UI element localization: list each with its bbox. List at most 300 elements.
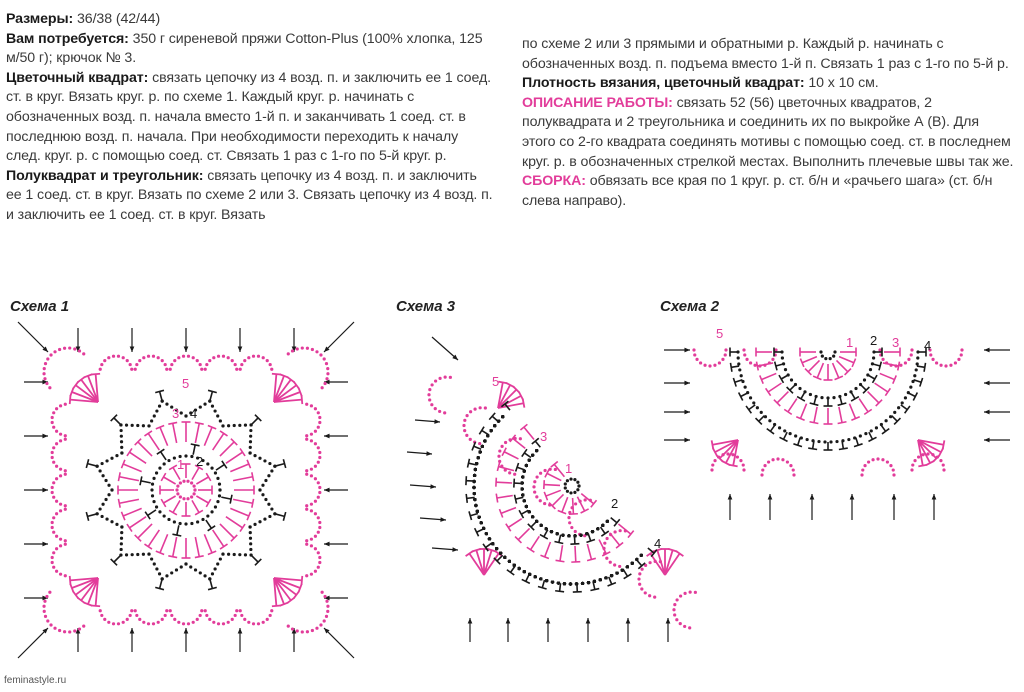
chain-stitch (199, 571, 202, 574)
chain-stitch (142, 553, 145, 556)
chain-stitch (688, 626, 691, 629)
chain-stitch (214, 471, 217, 474)
chain-stitch (689, 590, 692, 593)
chain-stitch (142, 424, 145, 427)
half-square-label: Полуквадрат и треугольник: (6, 167, 204, 184)
chain-stitch (821, 355, 824, 358)
stitch-post (800, 404, 806, 419)
stitch-post (160, 427, 168, 445)
chain-stitch (782, 362, 785, 365)
chain-stitch (301, 630, 304, 633)
chain-stitch (249, 440, 252, 443)
stitch-post (204, 427, 212, 445)
stitch-post (173, 537, 177, 557)
chain-stitch (829, 357, 832, 360)
chain-stitch (59, 573, 62, 576)
chain-stitch (42, 372, 45, 375)
chain-stitch (227, 553, 230, 556)
stitch-post (501, 508, 516, 514)
chain-stitch (317, 566, 320, 569)
chain-stitch (64, 539, 67, 542)
chain-stitch (208, 577, 211, 580)
chain-stitch (654, 560, 657, 563)
chain-stitch (239, 609, 242, 612)
scheme1-round-3: 3 (172, 406, 180, 421)
chain-stitch (184, 454, 187, 457)
chain-stitch (593, 580, 596, 583)
chain-stitch (314, 535, 317, 538)
chain-stitch (296, 629, 299, 632)
chain-stitch (841, 439, 844, 442)
chain-stitch (438, 410, 441, 413)
stitch-post (206, 520, 212, 528)
chain-stitch (749, 396, 752, 399)
chain-stitch (210, 467, 213, 470)
chain-stitch (579, 534, 582, 537)
materials-label: Вам потребуется: (6, 30, 129, 47)
stitch-post (233, 499, 253, 503)
chain-stitch (142, 621, 145, 624)
chain-stitch (573, 491, 576, 494)
chain-stitch (695, 358, 698, 361)
chain-stitch (764, 415, 767, 418)
chain-stitch (64, 434, 67, 437)
chain-stitch (59, 503, 62, 506)
stitch-post (849, 404, 855, 419)
stitch-bar (784, 409, 791, 414)
chain-stitch (528, 459, 531, 462)
chain-stitch (150, 488, 153, 491)
chain-stitch (273, 465, 276, 468)
chain-stitch (129, 614, 132, 617)
chain-stitch (51, 556, 54, 559)
stitch-post (798, 438, 800, 446)
chain-stitch (58, 348, 61, 351)
stitch-post (901, 405, 907, 410)
chain-stitch (892, 468, 895, 471)
scheme1-title: Схема 1 (10, 298, 70, 315)
stitch-post (474, 446, 481, 449)
stitch-post (513, 438, 525, 448)
stitch-post (560, 583, 561, 591)
stitch-post (482, 430, 489, 434)
chain-stitch (306, 347, 309, 350)
chain-stitch (673, 613, 676, 616)
sizes-label: Размеры: (6, 11, 74, 27)
chain-stitch (528, 573, 531, 576)
chain-stitch (792, 473, 795, 476)
chain-stitch (742, 348, 745, 351)
chain-stitch (203, 403, 206, 406)
chain-stitch (610, 574, 613, 577)
chain-stitch (564, 482, 567, 485)
chain-stitch (59, 468, 62, 471)
chain-stitch (317, 516, 320, 519)
stitch-post (129, 517, 146, 528)
chain-stitch (724, 353, 727, 356)
chain-stitch (936, 455, 939, 458)
chain-stitch (465, 434, 468, 437)
chain-stitch (463, 429, 466, 432)
chain-stitch (867, 460, 870, 463)
chain-stitch (581, 582, 584, 585)
chain-stitch (917, 455, 920, 458)
chain-stitch (59, 404, 62, 407)
chain-stitch (789, 464, 792, 467)
chain-stitch (591, 530, 594, 533)
chain-stitch (491, 542, 494, 545)
chain-stitch (51, 521, 54, 524)
chain-stitch (683, 625, 686, 628)
chain-stitch (165, 609, 168, 612)
stitch-post (531, 536, 540, 549)
chain-stitch (306, 630, 309, 633)
stitch-post (196, 477, 208, 484)
chain-stitch (960, 348, 963, 351)
chain-stitch (152, 622, 155, 625)
chain-stitch (575, 582, 578, 585)
chain-stitch (847, 438, 850, 441)
stitch-post (665, 550, 673, 575)
chain-stitch (314, 477, 317, 480)
chain-stitch (291, 627, 294, 630)
chain-stitch (889, 415, 892, 418)
chain-stitch (315, 350, 318, 353)
chain-stitch (52, 566, 55, 569)
chain-stitch (196, 520, 199, 523)
scheme3-title: Схема 3 (396, 298, 456, 315)
chain-stitch (789, 432, 792, 435)
chain-stitch (519, 437, 522, 440)
chain-stitch (318, 421, 321, 424)
chain-stitch (222, 355, 225, 358)
chain-stitch (115, 454, 118, 457)
chain-stitch (921, 453, 924, 456)
chain-stitch (638, 572, 641, 575)
chain-stitch (257, 622, 260, 625)
chain-stitch (73, 629, 76, 632)
chain-stitch (177, 621, 180, 624)
chain-stitch (120, 435, 123, 438)
chain-stitch (483, 439, 486, 442)
stitch-post (735, 380, 743, 382)
chain-stitch (243, 359, 246, 362)
chain-stitch (574, 530, 577, 533)
chain-stitch (911, 463, 914, 466)
chain-stitch (829, 440, 832, 443)
chain-stitch (672, 608, 675, 611)
chain-stitch (323, 382, 326, 385)
chain-stitch (434, 379, 437, 382)
stitch-post (618, 524, 630, 534)
chain-stitch (648, 594, 651, 597)
chain-stitch (939, 364, 942, 367)
chain-stitch (52, 496, 55, 499)
chain-stitch (205, 614, 208, 617)
stitch-bar (240, 524, 245, 531)
chain-stitch (564, 486, 567, 489)
stitch-post (496, 482, 512, 483)
chain-stitch (266, 618, 269, 621)
stitch-post (547, 473, 561, 480)
chain-stitch (190, 455, 193, 458)
chain-stitch (849, 390, 852, 393)
chain-stitch (444, 375, 447, 378)
join-arrow (18, 322, 48, 352)
chain-stitch (120, 446, 123, 449)
chain-stitch (864, 432, 867, 435)
stitch-post (665, 554, 680, 575)
chain-stitch (462, 424, 465, 427)
chain-stitch (100, 363, 103, 366)
chain-stitch (493, 424, 496, 427)
chain-stitch (803, 390, 806, 393)
scheme1-round-1: 1 (177, 457, 185, 472)
chain-stitch (169, 368, 172, 371)
chain-stitch (954, 361, 957, 364)
chain-stitch (711, 463, 714, 466)
chain-stitch (310, 573, 313, 576)
chain-stitch (45, 382, 48, 385)
chain-stitch (200, 368, 203, 371)
chain-stitch (326, 610, 329, 613)
chain-stitch (871, 458, 874, 461)
chain-stitch (247, 621, 250, 624)
chain-stitch (233, 553, 236, 556)
chain-stitch (142, 356, 145, 359)
chain-stitch (469, 438, 472, 441)
chain-stitch (325, 600, 328, 603)
chain-stitch (269, 363, 272, 366)
chain-stitch (273, 512, 276, 515)
chain-stitch (305, 469, 308, 472)
chain-stitch (310, 544, 313, 547)
stitch-post (601, 527, 606, 534)
chain-stitch (811, 439, 814, 442)
chain-stitch (219, 557, 222, 560)
chain-stitch (150, 419, 153, 422)
chain-stitch (51, 491, 54, 494)
assembly-label: СБОРКА: (522, 173, 586, 190)
chain-stitch (238, 424, 241, 427)
stitch-post (875, 383, 888, 392)
scheme2-row-3: 3 (892, 335, 900, 350)
stitch-post (611, 518, 617, 523)
chain-stitch (138, 618, 141, 621)
chain-stitch (675, 618, 678, 621)
chain-stitch (863, 378, 866, 381)
chain-stitch (179, 495, 182, 498)
chain-stitch (910, 468, 913, 471)
chain-stitch (262, 621, 265, 624)
stitch-post (192, 467, 199, 479)
chain-stitch (253, 454, 256, 457)
chain-stitch (776, 457, 779, 460)
chain-stitch (679, 594, 682, 597)
chain-stitch (82, 352, 85, 355)
chain-stitch (115, 523, 118, 526)
chain-stitch (310, 538, 313, 541)
chain-stitch (204, 368, 207, 371)
chain-stitch (151, 482, 154, 485)
chain-stitch (153, 414, 156, 417)
chain-stitch (55, 442, 58, 445)
chain-stitch (535, 495, 538, 498)
chain-stitch (161, 618, 164, 621)
chain-stitch (787, 373, 790, 376)
stitch-post (544, 530, 548, 537)
chain-stitch (126, 618, 129, 621)
chain-stitch (317, 531, 320, 534)
chain-stitch (100, 614, 103, 617)
chain-stitch (206, 514, 209, 517)
chain-stitch (800, 436, 803, 439)
chain-stitch (318, 561, 321, 564)
chain-stitch (204, 609, 207, 612)
stitch-post (839, 407, 842, 423)
chain-stitch (699, 361, 702, 364)
stitch-post (148, 530, 159, 547)
chain-stitch (756, 406, 759, 409)
chain-stitch (736, 455, 739, 458)
description-label: ОПИСАНИЕ РАБОТЫ: (522, 94, 673, 111)
chain-stitch (752, 401, 755, 404)
chain-stitch (774, 348, 777, 351)
chain-stitch (737, 356, 740, 359)
chain-stitch (876, 457, 879, 460)
chain-stitch (240, 614, 243, 617)
stitch-post (226, 517, 243, 528)
chain-stitch (117, 355, 120, 358)
chain-stitch (478, 450, 481, 453)
chain-stitch (46, 619, 49, 622)
chain-stitch (438, 377, 441, 380)
chain-stitch (310, 433, 313, 436)
chain-stitch (48, 591, 51, 594)
chain-stitch (740, 374, 743, 377)
chain-stitch (218, 482, 221, 485)
chain-stitch (872, 350, 875, 353)
chain-stitch (778, 426, 781, 429)
assembly-value: обвязать все края по 1 круг. р. ст. б/н и «рачьего шага» (ст. б/н слева направо). (522, 173, 993, 209)
chain-stitch (523, 470, 526, 473)
chain-stitch (545, 579, 548, 582)
chain-stitch (252, 622, 255, 625)
chain-stitch (481, 445, 484, 448)
chain-stitch (212, 356, 215, 359)
stitch-post (173, 500, 180, 512)
chain-stitch (798, 387, 801, 390)
chain-stitch (532, 485, 535, 488)
chain-stitch (881, 458, 884, 461)
chain-stitch (180, 411, 183, 414)
stitch-post (518, 528, 529, 539)
chain-stitch (165, 368, 168, 371)
chain-stitch (463, 419, 466, 422)
chain-stitch (287, 352, 290, 355)
stitch-post (808, 360, 819, 371)
chain-stitch (501, 415, 504, 418)
chain-stitch (601, 524, 604, 527)
chain-stitch (51, 451, 54, 454)
chain-stitch (120, 440, 123, 443)
chain-stitch (640, 554, 643, 557)
chain-stitch (231, 618, 234, 621)
stitch-post (230, 464, 248, 472)
chain-stitch (170, 614, 173, 617)
chain-stitch (605, 537, 608, 540)
chain-stitch (96, 512, 99, 515)
flower-square-value: связать цепочку из 4 возд. п. и заключить ее 1 соед. ст. в круг. Вязать круг. р. по схеме 1. Каждый круг. р. начинать с обозначенных возд. п. начала вместо 1-й п. и заканчивать 1 соед. ст. в последнюю возд. п. начала. При необходимости переходить к началу след. круг. р. с помощью соед. ст. Связать 1 раз с 1-го по 5-й круг. р. (6, 69, 491, 165)
stitch-post (546, 490, 561, 496)
scheme3-row-3: 3 (540, 429, 548, 444)
chain-stitch (249, 446, 252, 449)
scheme3-diagram (407, 337, 697, 642)
chain-stitch (59, 538, 62, 541)
chain-stitch (269, 614, 272, 617)
chain-stitch (609, 561, 612, 564)
stitch-post (892, 416, 898, 422)
chain-stitch (771, 458, 774, 461)
chain-stitch (653, 596, 656, 599)
chain-stitch (317, 411, 320, 414)
chain-stitch (163, 462, 166, 465)
chain-stitch (99, 469, 102, 472)
chain-stitch (101, 474, 104, 477)
chain-stitch (477, 456, 480, 459)
chain-stitch (568, 521, 571, 524)
chain-stitch (443, 411, 446, 414)
chain-stitch (323, 357, 326, 360)
chain-stitch (567, 516, 570, 519)
chain-stitch (314, 570, 317, 573)
chain-stitch (231, 359, 234, 362)
chain-stitch (53, 627, 56, 630)
chain-stitch (768, 419, 771, 422)
chain-stitch (164, 614, 167, 617)
chain-stitch (126, 359, 129, 362)
chain-stitch (820, 396, 823, 399)
chain-stitch (49, 353, 52, 356)
chain-stitch (533, 480, 536, 483)
chain-stitch (46, 357, 49, 360)
chain-stitch (64, 438, 67, 441)
chain-stitch (134, 368, 137, 371)
stitch-post (868, 392, 879, 403)
chain-stitch (157, 621, 160, 624)
chain-stitch (186, 480, 189, 483)
chain-stitch (781, 356, 784, 359)
chain-stitch (261, 484, 264, 487)
chain-stitch (823, 440, 826, 443)
stitch-post (788, 399, 797, 412)
chain-stitch (244, 553, 247, 556)
chain-stitch (619, 529, 622, 532)
chain-stitch (59, 474, 62, 477)
chain-stitch (112, 622, 115, 625)
chain-stitch (721, 453, 724, 456)
stitch-post (484, 550, 492, 575)
chain-stitch (49, 623, 52, 626)
stitch-post (161, 452, 167, 460)
chain-stitch (122, 621, 125, 624)
chain-stitch (101, 503, 104, 506)
stitch-post (817, 363, 823, 378)
chain-stitch (875, 426, 878, 429)
chain-stitch (59, 439, 62, 442)
chain-stitch (170, 363, 173, 366)
chain-stitch (52, 426, 55, 429)
